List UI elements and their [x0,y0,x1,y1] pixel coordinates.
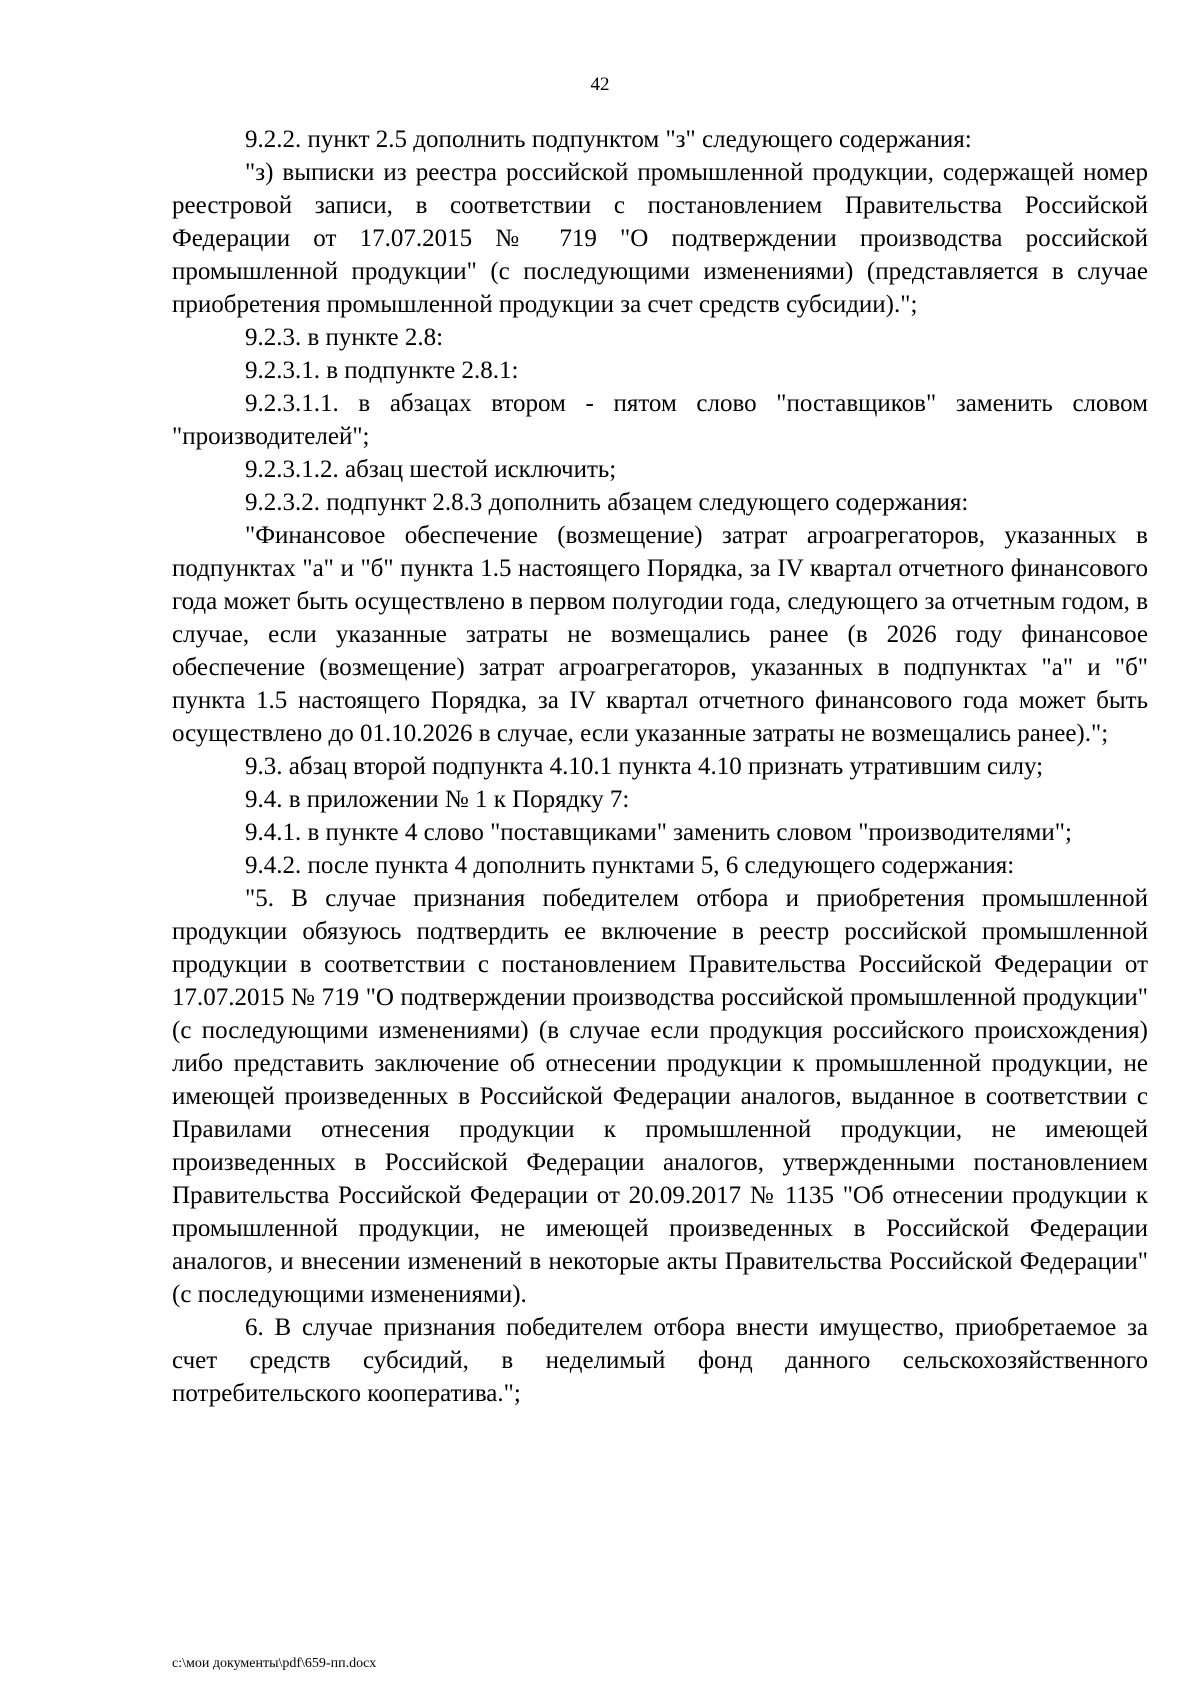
paragraph-subitem-z: "з) выписки из реестра российской промышленной продукции, содержащей номер реестровой записи, в соответствии с постановлением Правительства Российской Федерации от 17.07.2015 № 719 "О подтверждении производства российской промышленной продукции" (с последующими изменениями) (представляется в случае приобретения промышленной продукции за счет средств субсидии)."; [172,159,1148,318]
paragraph-9-3: 9.3. абзац второй подпункта 4.10.1 пункта 4.10 признать утратившим силу; [245,753,1044,780]
paragraph-9-4: 9.4. в приложении № 1 к Порядку 7: [245,786,630,813]
paragraph-9-2-3: 9.2.3. в пункте 2.8: [245,324,444,351]
paragraph-9-4-2: 9.4.2. после пункта 4 дополнить пунктами 5, 6 следующего содержания: [245,852,1015,879]
paragraph-financing-quote: "Финансовое обеспечение (возмещение) затрат агроагрегаторов, указанных в подпунктах "а" и "б" пункта 1.5 настоящего Порядка, за IV квартал отчетного финансового года может быть осуществлено в первом полугодии года, следующего за отчетным годом, в случае, если указанные затраты не возмещались ранее (в 2026 году финансовое обеспечение (возмещение) затрат агроагрегаторов, указанных в подпунктах "а" и "б" пункта 1.5 настоящего Порядка, за IV квартал отчетного финансового года может быть осуществлено до 01.10.2026 в случае, если указанные затраты не возмещались ранее)."; [172,522,1148,747]
paragraph-item-5: "5. В случае признания победителем отбора и приобретения промышленной продукции обязуюсь подтвердить ее включение в реестр российской промышленной продукции в соответствии с постановлением Правительства Российской Федерации от 17.07.2015 № 719 "О подтверждении производства российской промышленной продукции" (с последующими изменениями) (в случае если продукция российского происхождения) либо представить заключение об отнесении продукции к промышленной продукции, не имеющей произведенных в Российской Федерации аналогов, выданное в соответствии с Правилами отнесения продукции к промышленной продукции, не имеющей произведенных в Российской Федерации аналогов, утвержденными постановлением Правительства Российской Федерации от 20.09.2017 № 1135 "Об отнесении продукции к промышленной продукции, не имеющей произведенных в Российской Федерации аналогов, и внесении изменений в некоторые акты Правительства Российской Федерации" (с последующими изменениями). [172,885,1148,1308]
page-number: 42 [590,74,610,95]
paragraph-item-6: 6. В случае признания победителем отбора внести имущество, приобретаемое за счет средств субсидий, в неделимый фонд данного сельскохозяйственного потребительского кооператива."; [172,1314,1148,1407]
paragraph-9-2-3-1-1: 9.2.3.1.1. в абзацах втором - пятом слово "поставщиков" заменить словом "производителей"; [172,390,1148,450]
paragraph-9-2-3-1-2: 9.2.3.1.2. абзац шестой исключить; [245,456,617,483]
file-path-footer: c:\мои документы\pdf\659-пп.docx [172,1656,377,1671]
paragraph-9-4-1: 9.4.1. в пункте 4 слово "поставщиками" заменить словом "производителями"; [245,819,1072,846]
paragraph-9-2-3-2: 9.2.3.2. подпункт 2.8.3 дополнить абзацем следующего содержания: [245,489,969,516]
document-body [172,123,1148,1410]
paragraph-9-2-3-1: 9.2.3.1. в подпункте 2.8.1: [245,357,519,384]
paragraph-9-2-2: 9.2.2. пункт 2.5 дополнить подпунктом "з" следующего содержания: [245,126,972,153]
